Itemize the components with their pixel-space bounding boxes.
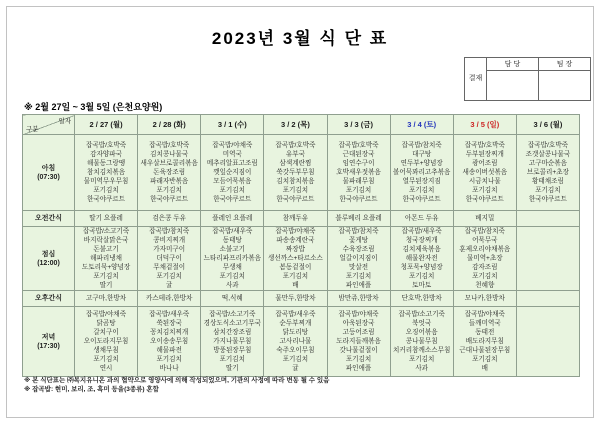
corner-bottom-label: 구분: [26, 126, 39, 133]
menu-cell-dinner-5: 잡곡밥/소고기죽 북엇국 오징어볶음 콩나물무침 치커리참깨소스무침 포기김치 사과: [390, 307, 453, 377]
row-breakfast: [23, 135, 580, 211]
approval-sign-cell-damdang: [487, 71, 539, 101]
footnotes: [24, 377, 329, 394]
date-header-0: 2 / 27 (월): [75, 115, 138, 135]
date-header-4: 3 / 3 (금): [327, 115, 390, 135]
menu-cell-dinner-4: 잡곡밥/야채죽 아욱된장국 고등어조림 도라지들깨볶음 갓나물겉절이 포기김치 파인애플: [327, 307, 390, 377]
menu-cell-afternoon-snack-3: 물만두,한방차: [264, 291, 327, 307]
date-range-subtitle: ※ 2월 27일 ~ 3월 5일 (은천요양원): [24, 102, 163, 112]
row-afternoon-snack: [23, 291, 580, 307]
menu-cell-breakfast-2: 잡곡밥/야채죽 미역국 메추리알표고조림 깻잎순지짐이 모듬어묵볶음 포기김치 한국야쿠르트: [201, 135, 264, 211]
footnote-line-2: ※ 잡곡밥: 현미, 보리, 조, 흑미 등을(3종류) 혼합: [24, 385, 159, 393]
corner-cell: [23, 115, 75, 135]
menu-cell-lunch-2: 잡곡밥/새우죽 동태탕 소불고기 느타리파프리카볶음 무생채 포기김치 사과: [201, 227, 264, 291]
menu-cell-dinner-0: 잡곡밥/야채죽 닭곰탕 갈치구이 오이도라지무침 생채무침 포기김치 연시: [75, 307, 138, 377]
date-header-1: 2 / 28 (화): [138, 115, 201, 135]
menu-cell-dinner-6: 잡곡밥/야채죽 들깨미역국 동태전 배도라지무침 근대나물된장무침 포기김치 배: [453, 307, 516, 377]
menu-cell-lunch-1: 잡곡밥/참치죽 콩비지찌개 가자미구이 더덕구이 무채겉절이 포기김치 귤: [138, 227, 201, 291]
row-label-breakfast: 아침 (07:30): [23, 135, 75, 211]
menu-cell-breakfast-0: 잡곡밥/호박죽 감자양파국 해물동그랑땡 참치김치볶음 물미역무우무침 포기김치 한국야쿠르트: [75, 135, 138, 211]
menu-cell-morning-snack-7: [516, 211, 579, 227]
menu-cell-breakfast-6: 잡곡밥/호박죽 두부된장찌개 광어조림 새송이버섯볶음 시금치나물 포기김치 한국야쿠르트: [453, 135, 516, 211]
menu-cell-breakfast-4: 잡곡밥/호박죽 근대된장국 임연수구이 호박새우젓볶음 물파래무침 포기김치 한국야쿠르트: [327, 135, 390, 211]
menu-cell-afternoon-snack-4: 밤만쥬,한방차: [327, 291, 390, 307]
menu-cell-morning-snack-2: 플레인 요플레: [201, 211, 264, 227]
row-label-lunch: 점심 (12:00): [23, 227, 75, 291]
row-lunch: [23, 227, 580, 291]
row-label-morning-snack: 오전간식: [23, 211, 75, 227]
date-header-5: 3 / 4 (토): [390, 115, 453, 135]
menu-cell-dinner-2: 잡곡밥/소고기죽 경상도식소고기무국 삼치간장조림 가지나물무침 방풍된장무침 포기김치 딸기: [201, 307, 264, 377]
menu-cell-morning-snack-0: 딸기 요플레: [75, 211, 138, 227]
date-header-3: 3 / 2 (목): [264, 115, 327, 135]
menu-cell-dinner-1: 잡곡밥/새우죽 쑥된장국 꽁치김치찌개 오이송송무침 해물파전 포기김치 바나나: [138, 307, 201, 377]
approval-sign-cell-timjang: [539, 71, 591, 101]
menu-cell-lunch-0: 잡곡밥/소고기죽 바지락살맑은국 돈불고기 해파리냉채 도토리묵+양념장 포기김치 딸기: [75, 227, 138, 291]
row-label-dinner: 저녁 (17:30): [23, 307, 75, 377]
meal-plan-table: [22, 114, 580, 377]
menu-cell-dinner-3: 잡곡밥/새우죽 순두부찌개 닭도리탕 고사리나물 숙주오이무침 포기김치 귤: [264, 307, 327, 377]
page-title: 2023년 3월 식 단 표: [211, 29, 389, 48]
approval-col-timjang: 팀 장: [539, 58, 591, 71]
corner-top-label: 일자: [58, 118, 71, 125]
menu-cell-morning-snack-6: 베지밀: [453, 211, 516, 227]
approval-stamp-label: 결재: [465, 58, 487, 101]
menu-cell-morning-snack-5: 아몬드 두유: [390, 211, 453, 227]
approval-col-damdang: 담 당: [487, 58, 539, 71]
menu-cell-breakfast-1: 잡곡밥/호박죽 김치콩나물국 새우살브로콜리볶음 돈육장조림 파래자반볶음 포기김치 한국야쿠르트: [138, 135, 201, 211]
row-morning-snack: [23, 211, 580, 227]
menu-cell-afternoon-snack-7: [516, 291, 579, 307]
menu-cell-breakfast-5: 잡곡밥/참치죽 대구탕 연두부+양념장 볼어묵꽈리고추볶음 열무된장지짐 포기김치 한국야쿠르트: [390, 135, 453, 211]
menu-cell-dinner-7: [516, 307, 579, 377]
menu-cell-afternoon-snack-6: 모나카,한방차: [453, 291, 516, 307]
menu-cell-lunch-4: 잡곡밥/참치죽 꽃게탕 수육장조림 얼갈이지짐이 맛살전 포기김치 파인애플: [327, 227, 390, 291]
menu-cell-afternoon-snack-1: 카스테라,한방차: [138, 291, 201, 307]
date-header-6: 3 / 5 (일): [453, 115, 516, 135]
menu-cell-lunch-6: 잡곡밥/참치죽 어묵무국 훈제오리야채볶음 물미역+초장 감자조림 포기김치 천혜향: [453, 227, 516, 291]
footnote-line-1: ※ 본 식단표는 ㈜복지유니온 과의 협약으로 영양사에 의해 작성되었으며, 기관의 사정에 따라 변동 될 수 있음: [24, 377, 330, 384]
menu-cell-breakfast-7: 잡곡밥/호박죽 조갯살콩나물국 고구마순볶음 브로콜리+초장 황태채조림 포기김치 한국야쿠르트: [516, 135, 579, 211]
menu-cell-afternoon-snack-2: 떡,식혜: [201, 291, 264, 307]
menu-cell-lunch-5: 잡곡밥/새우죽 청국장찌개 김치제육볶음 해물완자전 청포묵+양념장 포기김치 토마토: [390, 227, 453, 291]
menu-cell-morning-snack-4: 블루베리 요플레: [327, 211, 390, 227]
date-header-7: 3 / 6 (월): [516, 115, 579, 135]
row-label-afternoon-snack: 오후간식: [23, 291, 75, 307]
menu-cell-lunch-3: 잡곡밥/야채죽 파송송계란국 짜장밥 생선까스+타르소스 봄동겉절이 포기김치 배: [264, 227, 327, 291]
menu-cell-morning-snack-1: 검은콩 두유: [138, 211, 201, 227]
approval-box: [464, 57, 591, 101]
row-dinner: [23, 307, 580, 377]
menu-cell-breakfast-3: 잡곡밥/호박죽 유부국 삼색계란찜 쑥갓두부무침 김치참치볶음 포기김치 한국야쿠르트: [264, 135, 327, 211]
menu-cell-lunch-7: [516, 227, 579, 291]
menu-cell-morning-snack-3: 참깨두유: [264, 211, 327, 227]
menu-cell-afternoon-snack-0: 고구마,한방차: [75, 291, 138, 307]
date-header-2: 3 / 1 (수): [201, 115, 264, 135]
menu-cell-afternoon-snack-5: 단호박,한방차: [390, 291, 453, 307]
